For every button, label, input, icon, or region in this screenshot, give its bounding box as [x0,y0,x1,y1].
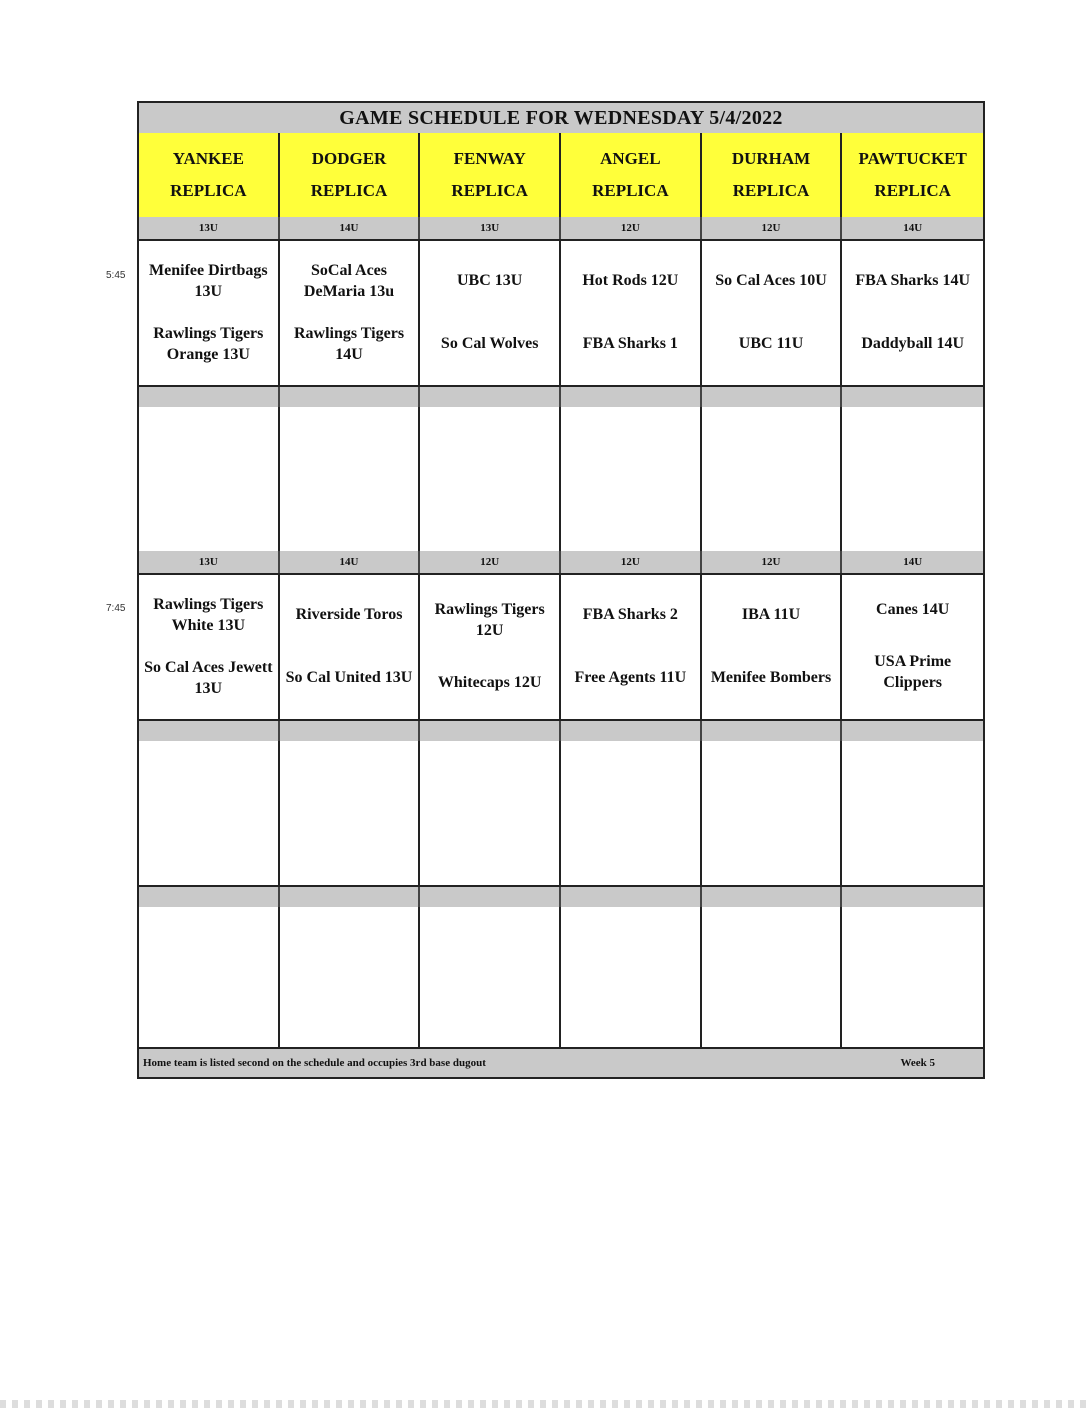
away-team: SoCal Aces DeMaria 13u [303,261,395,300]
home-team: Rawlings Tigers 14U [293,324,405,363]
field-sub: REPLICA [732,181,810,200]
field-sub: REPLICA [874,181,951,200]
field-header [561,133,702,217]
away-team: Canes 14U [876,600,950,618]
footer-note: Home team is listed second on the schedule and occupies 3rd base dugout [143,1057,486,1069]
empty-band-cell [842,721,983,743]
division-label: 14U [903,556,923,568]
away-team: Menifee Dirtbags 13U [149,261,268,300]
empty-cell [420,741,561,885]
home-team: Daddyball 14U [861,335,965,352]
field-name: YANKEE [172,149,244,168]
away-team: Hot Rods 12U [582,272,679,289]
empty-cell [702,907,843,1051]
empty-game-row [139,741,983,887]
schedule-title: GAME SCHEDULE FOR WEDNESDAY 5/4/2022 [139,103,983,135]
game-cell [280,573,421,719]
empty-band-cell [561,887,702,909]
empty-cell [420,407,561,551]
home-team: Rawlings Tigers Orange 13U [153,324,264,363]
away-team: Rawlings Tigers White 13U [153,595,264,634]
field-name: DURHAM [731,149,811,168]
game-cell [420,573,561,719]
empty-cell [561,741,702,885]
home-team: USA Prime Clippers [874,653,952,692]
game-cell [842,239,983,385]
empty-cell [280,741,421,885]
empty-cell [420,907,561,1051]
away-team: Riverside Toros [295,606,403,623]
division-label: 14U [903,222,923,234]
field-header [842,133,983,217]
field-header [420,133,561,217]
field-name: PAWTUCKET [858,149,967,168]
field-name: DODGER [311,149,387,168]
empty-band-cell [702,387,843,409]
game-cell [139,573,280,719]
field-name: FENWAY [453,149,526,168]
empty-game-row [139,907,983,1051]
game-cell [420,239,561,385]
away-team: So Cal Aces 10U [715,272,827,289]
empty-cell [139,741,280,885]
week-label: Week 5 [900,1057,935,1069]
empty-band-cell [561,721,702,743]
time-label-slot-1: 5:45 [106,270,126,281]
division-label: 12U [702,551,843,573]
game-row-slot-1 [139,239,983,387]
empty-band-cell [280,721,421,743]
empty-band-cell [842,387,983,409]
game-cell [702,239,843,385]
empty-cell [702,741,843,885]
empty-cell [139,907,280,1051]
game-cell [561,573,702,719]
empty-cell [280,407,421,551]
game-cell [561,239,702,385]
away-team: Rawlings Tigers 12U [434,600,545,639]
empty-band-cell [280,387,421,409]
empty-cell [561,907,702,1051]
field-header [702,133,843,217]
empty-band-cell [420,387,561,409]
division-label: 12U [702,217,843,239]
field-name: ANGEL [600,149,661,168]
away-team: UBC 13U [457,272,523,289]
division-label: 13U [139,217,280,239]
away-team: FBA Sharks 2 [582,606,678,623]
home-team: Free Agents 11U [574,669,687,686]
field-header-row [139,133,983,219]
empty-cell [280,907,421,1051]
field-sub: REPLICA [592,181,669,200]
empty-cell [842,741,983,885]
division-label: 14U [280,217,421,239]
schedule-sheet [137,101,985,1079]
division-label: 13U [139,551,280,573]
empty-cell [561,407,702,551]
home-team: Menifee Bombers [710,669,832,686]
away-team: IBA 11U [741,606,801,623]
empty-band-cell [139,887,280,909]
empty-band-cell [561,387,702,409]
division-label: 12U [561,217,702,239]
away-team: FBA Sharks 14U [855,272,971,289]
division-label: 12U [420,551,561,573]
home-team: So Cal United 13U [285,669,413,686]
empty-band-cell [139,387,280,409]
home-team: Whitecaps 12U [437,674,542,692]
empty-game-row [139,407,983,553]
home-team: FBA Sharks 1 [582,335,678,352]
division-label: 14U [280,551,421,573]
scan-edge [0,1400,1088,1408]
game-cell [280,239,421,385]
game-cell [842,573,983,719]
empty-cell [702,407,843,551]
empty-cell [842,907,983,1051]
game-cell [139,239,280,385]
empty-cell [139,407,280,551]
game-row-slot-2 [139,573,983,721]
footer [139,1047,983,1077]
division-label: 13U [420,217,561,239]
game-cell [702,573,843,719]
empty-cell [842,407,983,551]
division-label: 12U [561,551,702,573]
field-sub: REPLICA [451,181,528,200]
home-team: UBC 11U [738,335,804,352]
division-row-slot-1 [139,217,983,241]
division-row-slot-2 [139,551,983,575]
home-team: So Cal Aces Jewett 13U [144,658,273,697]
field-header [280,133,421,217]
field-sub: REPLICA [310,181,388,200]
empty-band-cell [702,721,843,743]
empty-band-cell [420,721,561,743]
empty-band-cell [139,721,280,743]
field-sub: REPLICA [170,181,247,200]
time-label-slot-2: 7:45 [106,603,126,614]
empty-band-cell [420,887,561,909]
empty-band-cell [842,887,983,909]
empty-band-cell [280,887,421,909]
empty-band-cell [702,887,843,909]
field-header [139,133,280,217]
home-team: So Cal Wolves [440,335,539,352]
